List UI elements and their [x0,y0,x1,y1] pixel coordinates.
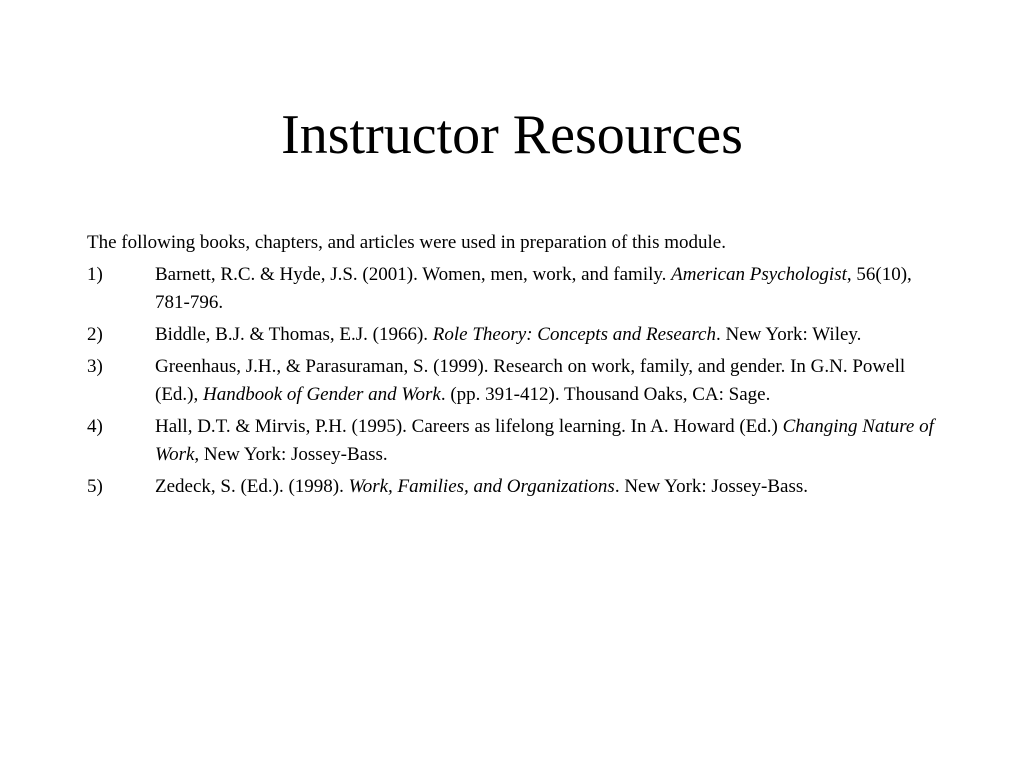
reference-text [155,264,912,313]
reference-number: 4) [87,416,103,437]
reference-number: 3) [87,356,103,377]
reference-item [87,353,947,409]
reference-citation: Hall, D.T. & Mirvis, P.H. (1995). Careers as lifelong learning. In A. Howard (Ed.) [155,416,783,437]
reference-citation: Biddle, B.J. & Thomas, E.J. (1966). [155,324,433,345]
reference-item [87,413,947,469]
reference-number: 1) [87,264,103,285]
reference-citation: Barnett, R.C. & Hyde, J.S. (2001). Women, men, work, and family. [155,264,672,285]
reference-source-title: American Psychologist [671,264,847,285]
reference-item [87,321,947,349]
reference-source-title: Handbook of Gender and Work [203,384,441,405]
reference-list [87,261,947,501]
intro-text: The following books, chapters, and articles were used in preparation of this module. [87,232,726,253]
slide-body [87,229,947,505]
reference-details: , New York: Jossey-Bass. [194,444,388,465]
reference-text [155,476,808,497]
reference-details: . (pp. 391-412). Thousand Oaks, CA: Sage. [440,384,771,405]
reference-text [155,356,905,405]
reference-item [87,473,947,501]
reference-text [155,416,934,465]
reference-number: 5) [87,476,103,497]
reference-source-title: Work, Families, and Organizations [348,476,615,497]
reference-item [87,261,947,317]
reference-citation: Greenhaus, J.H., & Parasuraman, S. (1999). Research on work, family, and gender. In G.N. Powell (Ed.), [155,356,906,405]
reference-details: . New York: Jossey-Bass. [614,476,809,497]
reference-details: , 56(10), 781-796. [155,264,912,313]
reference-details: . New York: Wiley. [715,324,862,345]
reference-source-title: Changing Nature of Work [155,416,934,465]
reference-citation: Zedeck, S. (Ed.). (1998). [155,476,349,497]
reference-source-title: Role Theory: Concepts and Research [432,324,716,345]
slide-title: Instructor Resources [281,104,743,166]
reference-number: 2) [87,324,103,345]
reference-text [155,324,861,345]
